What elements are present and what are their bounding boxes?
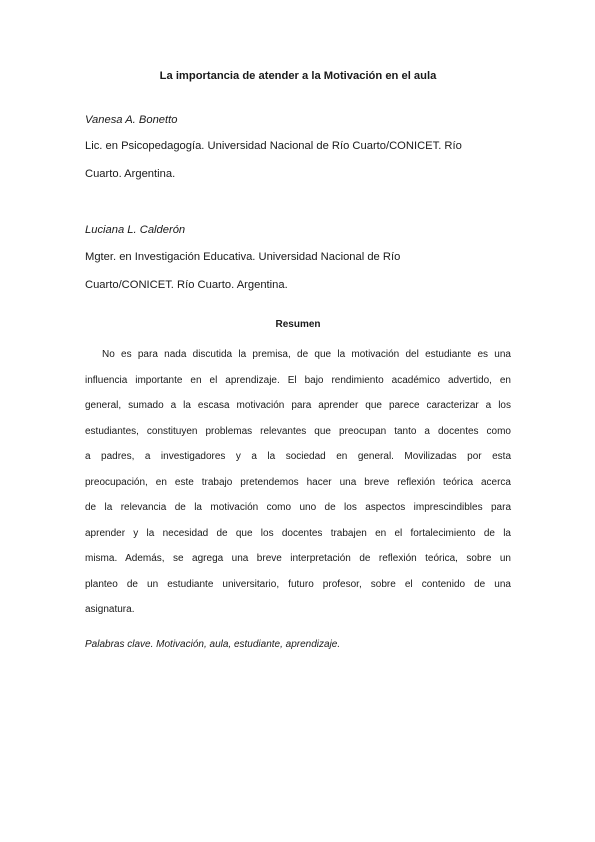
affiliation-line: Lic. en Psicopedagogía. Universidad Nacional de Río Cuarto/CONICET. Río: [85, 140, 462, 152]
abstract-line: planteo de un estudiante universitario, futuro profesor, sobre el contenido de una: [85, 578, 511, 590]
abstract-line: preocupación, en este trabajo pretendemos hacer una breve reflexión teórica acerca: [85, 476, 511, 488]
affiliation-line: Mgter. en Investigación Educativa. Universidad Nacional de Río: [85, 251, 401, 263]
abstract-line: general, sumado a la escasa motivación para aprender que parece caracterizar a los: [85, 400, 511, 411]
abstract-line: No es para nada discutida la premisa, de que la motivación del estudiante es una: [102, 349, 511, 360]
abstract-line: estudiantes, constituyen problemas relevantes que preocupan tanto a docentes como: [85, 425, 511, 437]
affiliation-line: Cuarto/CONICET. Río Cuarto. Argentina.: [85, 279, 288, 291]
abstract-heading: Resumen: [275, 319, 321, 330]
abstract-body: [85, 342, 511, 623]
author-name-1: Vanesa A. Bonetto: [85, 114, 178, 126]
author-affiliation-1: [85, 132, 511, 188]
abstract-line: misma. Además, se agrega una breve interpretación de reflexión teórica, sobre un: [85, 553, 511, 564]
abstract-line: asignatura.: [85, 604, 135, 615]
document-title: La importancia de atender a la Motivación en el aula: [159, 70, 437, 82]
abstract-line: de la relevancia de la motivación como uno de los aspectos imprescindibles para: [85, 502, 511, 513]
abstract-line: a padres, a investigadores y a la sociedad en general. Movilizadas por esta: [85, 451, 511, 462]
affiliation-line: Cuarto. Argentina.: [85, 168, 176, 180]
author-affiliation-2: [85, 243, 511, 299]
abstract-line: influencia importante en el aprendizaje. El bajo rendimiento académico advertido, en: [85, 374, 511, 386]
document-page: [85, 0, 511, 842]
author-name-2: Luciana L. Calderón: [85, 224, 186, 236]
abstract-line: aprender y la necesidad de que los docentes trabajen en el fortalecimiento de la: [85, 527, 511, 539]
keywords: Palabras clave. Motivación, aula, estudiante, aprendizaje.: [85, 639, 341, 650]
